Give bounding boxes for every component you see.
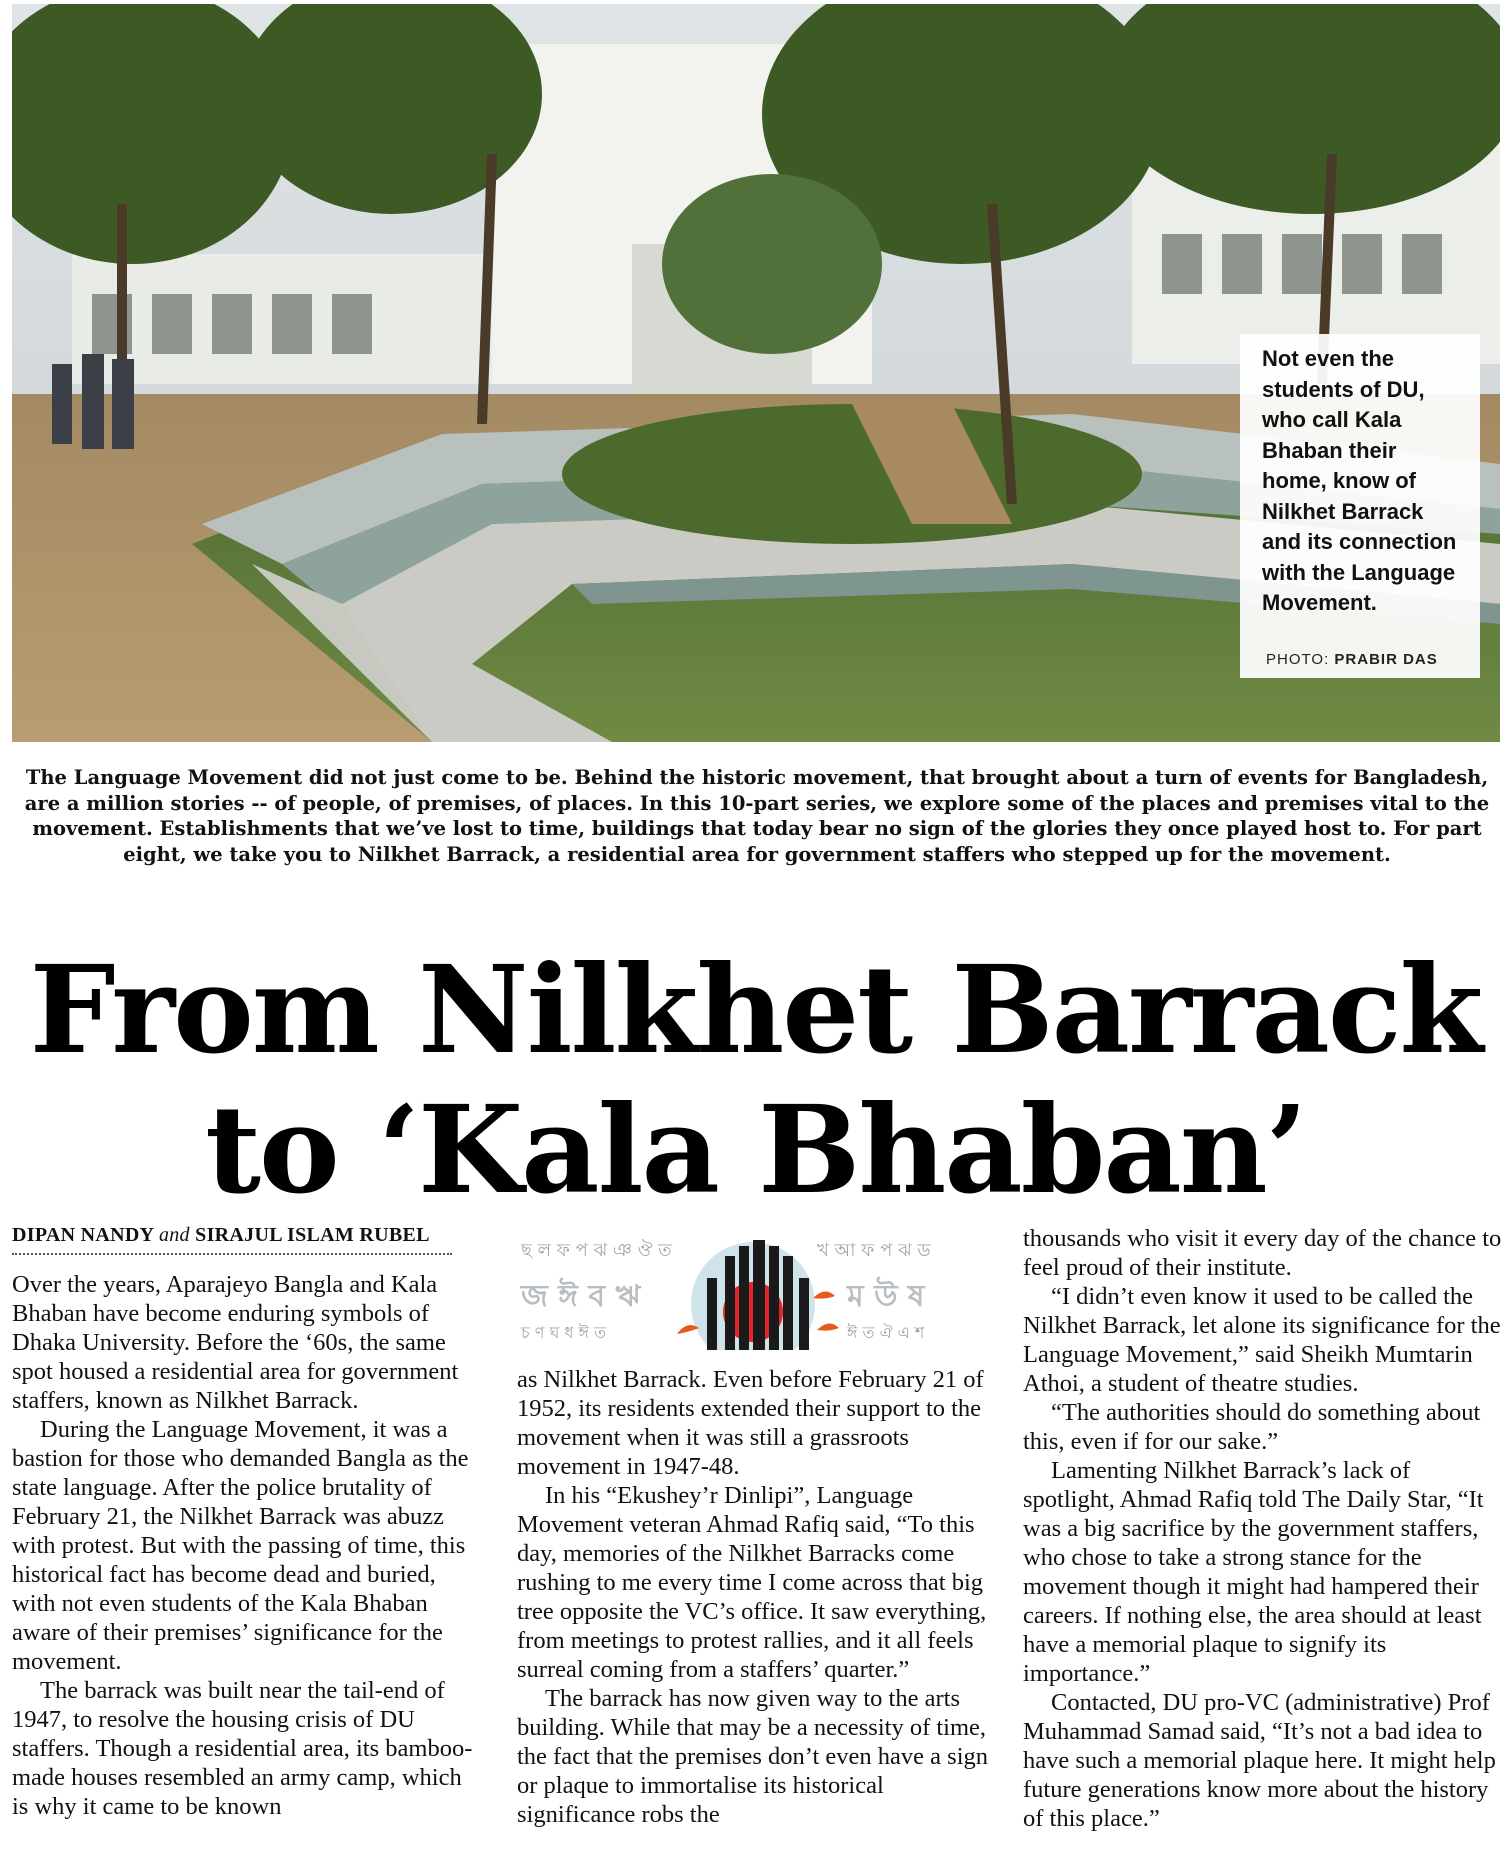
photo-credit <box>1266 651 1438 668</box>
logo-letters-top: ছ ল ফ প ঝ ঞ ঔ ত <box>521 1240 672 1261</box>
intro-standfirst: The Language Movement did not just come to be. Behind the historic movement, that brought about a turn of events for Bangladesh, are a million stories -- of people, of premises, of places. In this 10-part series, we explore some of the places and premises vital to the movement. Establishments that we’ve lost to time, buildings that today bear no sign of the glories they once played host to. For part eight, we take you to Nilkhet Barrack, a residential area for government staffers who stepped up for the movement. <box>24 766 1490 866</box>
paragraph: Lamenting Nilkhet Barrack’s lack of spotlight, Ahmad Rafiq told The Daily Star, “It was a big sacrifice by the government staffers, who chose to take a strong stance for the movement though it might had hampered their careers. If nothing else, the area should at least have a memorial plaque to signify its importance.” <box>1023 1457 1484 1687</box>
paragraph: During the Language Movement, it was a bastion for those who demanded Bangla as the state language. After the police brutality of February 21, the Nilkhet Barrack was abuzz with protest. But with the passing of time, this historical fact has become dead and buried, with not even students of the Kala Bhaban aware of their premises’ significance for the movement. <box>12 1416 469 1675</box>
paragraph: The barrack was built near the tail-end of 1947, to resolve the housing crisis of DU staffers. Though a residential area, its bamboo-made houses resembled an army camp, which is why it came to be known <box>12 1677 473 1820</box>
logo-letters-mid-right: ম উ ষ <box>847 1279 925 1314</box>
byline-author-2: SIRAJUL ISLAM RUBEL <box>195 1224 430 1246</box>
paragraph: “The authorities should do something about this, even if for our sake.” <box>1023 1399 1481 1455</box>
paragraph: as Nilkhet Barrack. Even before February 21 of 1952, its residents extended their support to the movement when it was still a grassroots movement in 1947-48. <box>517 1366 984 1480</box>
byline-conjunction: and <box>158 1224 190 1246</box>
logo-flower-right <box>813 1291 835 1298</box>
logo-flower-left <box>677 1325 699 1334</box>
photo-caption: Not even the students of DU, who call Kala Bhaban their home, know of Nilkhet Barrack and its connection with the Language Movement. <box>1262 346 1457 615</box>
paragraph: “I didn’t even know it used to be called the Nilkhet Barrack, let alone its significance for the Language Movement,” said Sheikh Mumtarin Athoi, a student of theatre studies. <box>1023 1283 1501 1397</box>
headline-line-2: to ‘Kala Bhaban’ <box>205 1078 1306 1221</box>
logo-flower-right-2 <box>817 1323 839 1330</box>
photo-credit-label: PHOTO: <box>1266 651 1330 668</box>
paragraph: Over the years, Aparajeyo Bangla and Kala Bhaban have become enduring symbols of Dhaka University. Before the ‘60s, the same spot housed a residential area for government staffers, known as Nilkhet Barrack. <box>12 1271 459 1414</box>
shaheed-minar-logo <box>517 1226 995 1350</box>
article-column-3 <box>1023 1224 1503 1833</box>
logo-letters-bottom: চ ণ ঘ ধ ঈ ত <box>521 1323 607 1342</box>
paragraph: The barrack has now given way to the arts building. While that may be a necessity of time, the fact that the premises don’t even have a sign or plaque to immortalise its historical significance robs the <box>517 1685 989 1828</box>
headline <box>0 940 1511 1220</box>
article-column-1 <box>12 1270 480 1821</box>
feature-photo <box>12 4 1500 742</box>
paragraph: thousands who visit it every day of the chance to feel proud of their institute. <box>1023 1225 1502 1281</box>
article-column-2 <box>517 1365 995 1829</box>
logo-letters-bottom-right: ঈ ত ঐ এ শ <box>847 1323 925 1342</box>
series-logo <box>517 1226 995 1350</box>
photo-credit-name: PRABIR DAS <box>1334 651 1438 668</box>
photo-caption-box <box>1240 334 1480 678</box>
byline <box>12 1224 452 1255</box>
paragraph: Contacted, DU pro-VC (administrative) Prof Muhammad Samad said, “It’s not a bad idea to have such a memorial plaque here. It might help future generations know more about the history of this place.” <box>1023 1689 1496 1832</box>
byline-author-1: DIPAN NANDY <box>12 1224 154 1246</box>
logo-letters-mid: জ ঈ ব ঋ <box>521 1279 641 1314</box>
headline-line-1: From Nilkhet Barrack <box>29 938 1482 1081</box>
paragraph: In his “Ekushey’r Dinlipi”, Language Movement veteran Ahmad Rafiq said, “To this day, memories of the Nilkhet Barracks come rushing to me every time I come across that big tree opposite the VC’s office. It saw everything, from meetings to protest rallies, and it all feels surreal coming from a staffers’ quarter.” <box>517 1482 987 1683</box>
logo-letters-top-right: খ আ ফ প ঝ ড <box>817 1240 931 1261</box>
